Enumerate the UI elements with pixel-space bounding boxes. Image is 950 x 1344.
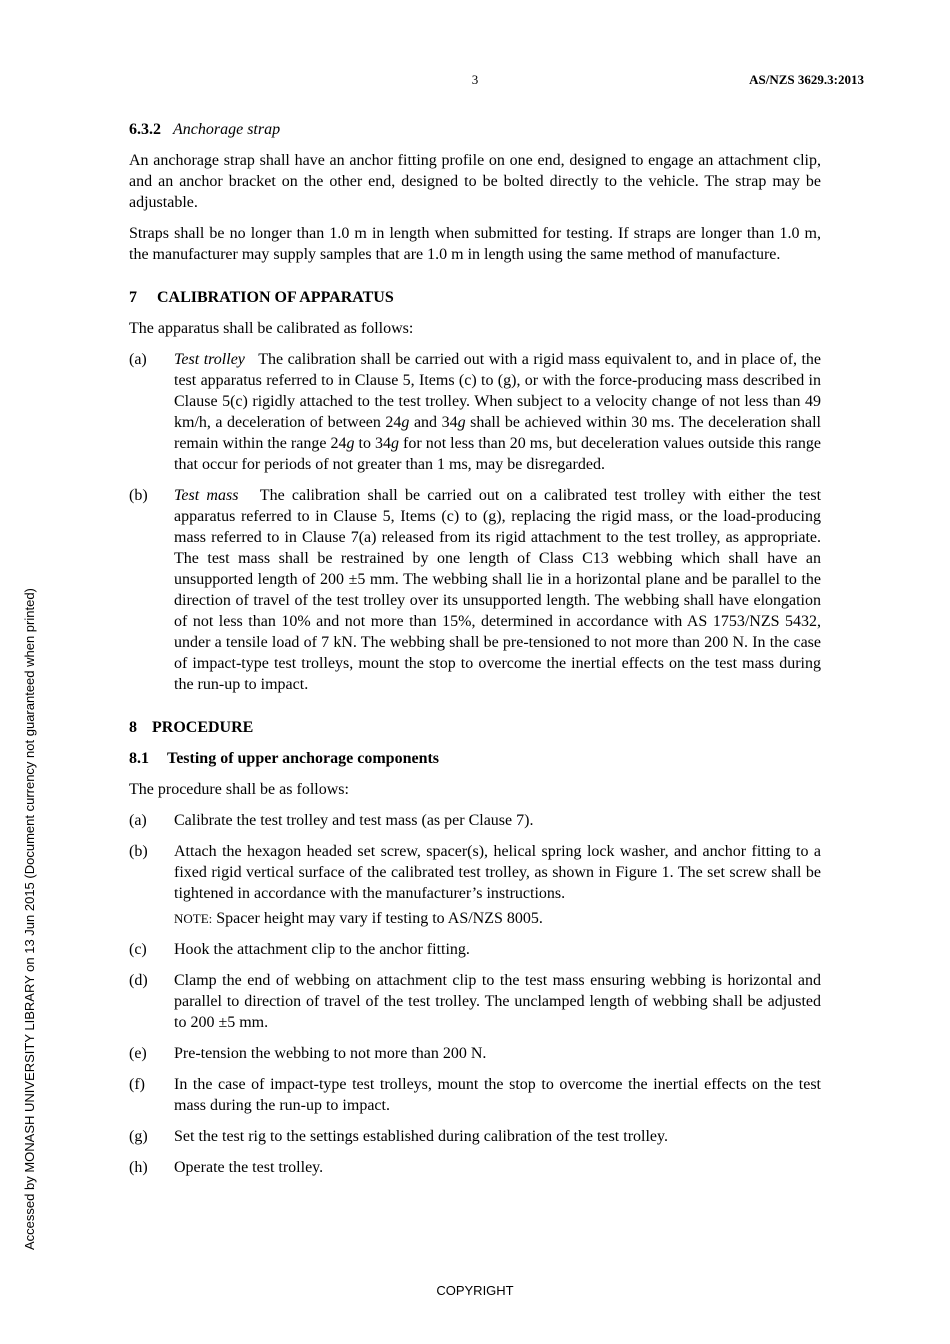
list-item [129,1074,821,1116]
unit-g: g [346,435,355,452]
unit-g: g [401,414,410,431]
text-run: Attach the hexagon headed set screw, spacer(s), helical spring lock washer, and anchor fitting to a fixed rigid vertical surface of the calibrated test trolley, as shown in Figure 1. The set screw shall be tightened in accordance with the manufacturer’s instructions. [174,843,821,902]
item-title: Test mass [174,487,239,504]
list-item [129,1126,821,1147]
text-run: shall be achieved within 30 ms. The deceleration shall remain within the range 24 [174,414,821,452]
list-item-text [174,485,821,695]
text-run: The calibration shall be carried out on a calibrated test trolley with either the test apparatus referred to in Clause 5, Items (c) to (g), replacing the rigid mass, or the load-producing mass referred to in Clause 7(a) released from its rigid attachment to the test trolley, as appropriate. The test mass shall be restrained by one length of Class C13 webbing which shall have an unsupported length of 200 ±5 mm. The webbing shall lie in a horizontal plane and be parallel to the direction of travel of the test trolley over its unsupported length. The webbing shall have elongation of not less than 10% and not more than 15%, determined in accordance with AS 1753/NZS 5432, under a tensile load of 7 kN. The webbing shall be pre-tensioned to not more than 200 N. In the case of impact-type test trolleys, mount the stop to overcome the inertial effects on the test mass during the run-up to impact. [174,487,822,693]
clause-heading-6-3-2 [129,119,821,140]
clause-number: 6.3.2 [129,121,161,138]
clause-heading-8-1 [129,748,821,769]
standard-identifier: AS/NZS 3629.3:2013 [749,72,864,87]
section-title: CALIBRATION OF APPARATUS [157,289,394,306]
list-item-label: (a) [129,351,147,368]
section-heading-7 [129,287,821,308]
list-item-text: In the case of impact-type test trolleys, mount the stop to overcome the inertial effects on the test mass during the run-up to impact. [174,1076,821,1114]
list-item-text: Clamp the end of webbing on attachment clip to the test mass ensuring webbing is horizontal and parallel to direction of travel of the test trolley. The unclamped length of webbing shall be adjusted to 200 ±5 mm. [174,972,821,1031]
list-item [129,349,821,475]
list-item-label: (b) [129,843,148,860]
page-content [129,119,821,1188]
list-item [129,485,821,695]
list-item-text: Set the test rig to the settings established during calibration of the test trolley. [174,1128,668,1145]
access-watermark: Accessed by MONASH UNIVERSITY LIBRARY on 13 Jun 2015 (Document currency not guaranteed when printed) [22,588,37,1250]
list-item-text: Operate the test trolley. [174,1159,324,1176]
page-number: 3 [471,72,479,87]
note-text: Spacer height may vary if testing to AS/NZS 8005. [212,910,543,927]
text-run: for not less than 20 ms, but deceleration values outside this range that occur for periods of not greater than 1 ms, may be disregarded. [174,435,821,473]
paragraph: Straps shall be no longer than 1.0 m in length when submitted for testing. If straps are longer than 1.0 m, the manufacturer may supply samples that are 1.0 m in length using the same method of manufacture. [129,225,821,263]
text-run: The calibration shall be carried out with a rigid mass equivalent to, and in place of, the test apparatus referred to in Clause 5, Items (c) to (g), or with the force-producing mass described in Clause 5(c) rigidly attached to the test trolley. When subject to a velocity change of not less than 49 km/h, a deceleration of between 24 [174,351,822,431]
clause-title: Testing of upper anchorage components [167,750,440,767]
list-item-text: Calibrate the test trolley and test mass (as per Clause 7). [174,812,534,829]
list-item-text [174,349,821,475]
list-item-text [174,841,821,929]
section-number: 8 [129,719,137,736]
clause-title: Anchorage strap [173,121,281,138]
note [174,908,821,929]
unit-g: g [391,435,399,452]
list-item [129,841,821,929]
list-item [129,810,821,831]
paragraph: An anchorage strap shall have an anchor fitting profile on one end, designed to engage an attachment clip, and an anchor bracket on the other end, designed to be bolted directly to the vehicle. The strap may be adjustable. [129,152,821,211]
text-run: and 34 [409,414,458,431]
list-item-label: (c) [129,941,147,958]
section-heading-8 [129,717,821,738]
section-title: PROCEDURE [152,719,254,736]
list-item [129,1043,821,1064]
list-item-text: Hook the attachment clip to the anchor fitting. [174,941,470,958]
note-label: NOTE: [174,911,213,926]
clause-number: 8.1 [129,750,149,767]
paragraph: The procedure shall be as follows: [129,781,349,798]
list-item-text: Pre-tension the webbing to not more than 200 N. [174,1045,487,1062]
list-item-label: (d) [129,972,148,989]
list-item [129,939,821,960]
list-item [129,970,821,1033]
item-title: Test trolley [174,351,245,368]
copyright-footer: COPYRIGHT [436,1283,514,1298]
section-number: 7 [129,289,137,306]
list-item-label: (a) [129,812,147,829]
text-run: to 34 [354,435,391,452]
list-item-label: (b) [129,487,148,504]
list-item [129,1157,821,1178]
list-item-label: (f) [129,1076,145,1093]
list-item-label: (h) [129,1159,148,1176]
list-item-label: (g) [129,1128,148,1145]
paragraph: The apparatus shall be calibrated as follows: [129,320,414,337]
list-item-label: (e) [129,1045,147,1062]
unit-g: g [457,414,466,431]
